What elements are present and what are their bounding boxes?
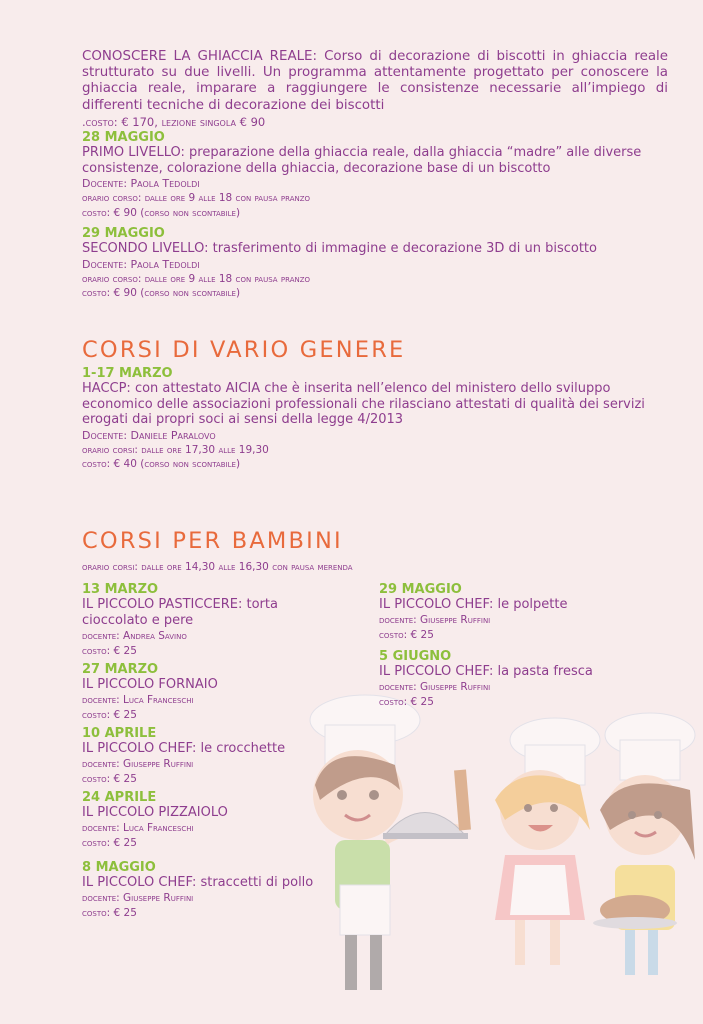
bambini-left-column (82, 582, 372, 920)
kid-course-title: IL PICCOLO CHEF: le crocchette (82, 741, 286, 756)
ghiaccia-intro (82, 49, 668, 130)
vario-date: 1-17 MARZO (82, 366, 173, 381)
vario-title: HACCP: con attestato AICIA che è inserita nell’elenco del ministero dello sviluppo economico delle associazioni professionali che rilasciano attestati di qualità dei servizi erogati dai propri soci ai sensi della legge 4/2013 (82, 381, 645, 427)
level-2-cost: costo: € 90 (corso non scontabile) (82, 287, 241, 299)
kid-course-cost: costo: € 25 (379, 628, 434, 641)
vario-cost: costo: € 40 (corso non scontabile) (82, 458, 241, 470)
level-2-teacher: Docente: Paola Tedoldi (82, 257, 200, 271)
kid-course (379, 582, 669, 649)
kid-course-teacher: docente: Giuseppe Ruffini (82, 892, 194, 904)
level-2-title: SECONDO LIVELLO: trasferimento di immagine e decorazione 3D di un biscotto (82, 241, 597, 256)
kid-course-cost: costo: € 25 (82, 836, 137, 849)
kid-course-teacher: docente: Giuseppe Ruffini (82, 758, 194, 770)
kid-course-date: 8 MAGGIO (82, 860, 156, 875)
kid-course-cost: costo: € 25 (82, 708, 137, 721)
level-1-date: 28 MAGGIO (82, 130, 165, 145)
kid-course-title: IL PICCOLO CHEF: la pasta fresca (379, 664, 593, 679)
kid-course (82, 582, 372, 662)
kid-course-cost: costo: € 25 (379, 695, 434, 708)
level-2-hours: orario corso: dalle ore 9 alle 18 con pausa pranzo (82, 272, 311, 285)
kid-course-date: 27 MARZO (82, 662, 159, 677)
kid-course-cost: costo: € 25 (82, 906, 137, 919)
kid-course (82, 726, 372, 790)
ghiaccia-intro-title: CONOSCERE LA GHIACCIA REALE: (82, 49, 318, 64)
kid-course-date: 24 APRILE (82, 790, 157, 805)
ghiaccia-price-line: .costo: € 170, lezione singola € 90 (82, 114, 266, 129)
bambini-hours: orario corsi: dalle ore 14,30 alle 16,30 con pausa merenda (82, 561, 353, 573)
kid-course-date: 10 APRILE (82, 726, 157, 741)
kid-course-date: 13 MARZO (82, 582, 159, 597)
kid-course-title: IL PICCOLO PIZZAIOLO (82, 805, 228, 820)
kid-course-teacher: docente: Luca Franceschi (82, 694, 194, 706)
bambini-right-column (379, 582, 669, 709)
level-1-title: PRIMO LIVELLO: preparazione della ghiaccia reale, dalla ghiaccia “madre” alle diverse consistenze, colorazione della ghiaccia, decorazione base di un biscotto (82, 145, 642, 176)
level-2-date: 29 MAGGIO (82, 226, 165, 241)
ghiaccia-intro-text: Corso di decorazione di biscotti in ghiaccia reale strutturato su due livelli. Un programma attentamente progettato per conoscere la ghiaccia reale, imparare a raggiungere le consistenze necessarie all’impiego di differenti tecniche di decorazione dei biscotti (82, 49, 668, 113)
kid-course (82, 790, 372, 860)
kid-course-title: IL PICCOLO CHEF: le polpette (379, 597, 568, 612)
kid-course-date: 29 MAGGIO (379, 582, 462, 597)
kid-course-teacher: docente: Andrea Savino (82, 630, 187, 642)
kid-course-title: IL PICCOLO FORNAIO (82, 677, 218, 692)
kid-course-cost: costo: € 25 (82, 772, 137, 785)
level-1-hours: orario corso: dalle ore 9 alle 18 con pausa pranzo (82, 192, 311, 204)
kid-course-teacher: docente: Giuseppe Ruffini (379, 681, 491, 693)
kid-course-title: IL PICCOLO CHEF: straccetti di pollo (82, 875, 314, 890)
girl-chef-figure (460, 718, 600, 965)
kid-course-title: IL PICCOLO PASTICCERE: torta cioccolato e pere (82, 597, 278, 628)
ghiaccia-level-2 (82, 226, 682, 301)
bambini-heading: CORSI PER BAMBINI (82, 528, 343, 554)
level-1-teacher: Docente: Paola Tedoldi (82, 177, 200, 190)
level-1-cost: costo: € 90 (corso non scontabile) (82, 206, 241, 219)
kid-course-teacher: docente: Luca Franceschi (82, 822, 194, 834)
ghiaccia-level-1 (82, 130, 682, 220)
kid-course-teacher: docente: Giuseppe Ruffini (379, 614, 491, 626)
vario-course (82, 366, 672, 472)
kid-course (82, 860, 372, 920)
kid-course (379, 649, 669, 709)
vario-teacher: Docente: Daniele Paralovo (82, 428, 216, 442)
girl-cake-figure (593, 713, 695, 975)
kid-course (82, 662, 372, 726)
kid-course-cost: costo: € 25 (82, 644, 137, 657)
vario-heading: CORSI DI VARIO GENERE (82, 337, 406, 363)
vario-hours: orario corsi: dalle ore 17,30 alle 19,30 (82, 443, 269, 456)
kid-course-date: 5 GIUGNO (379, 649, 452, 664)
